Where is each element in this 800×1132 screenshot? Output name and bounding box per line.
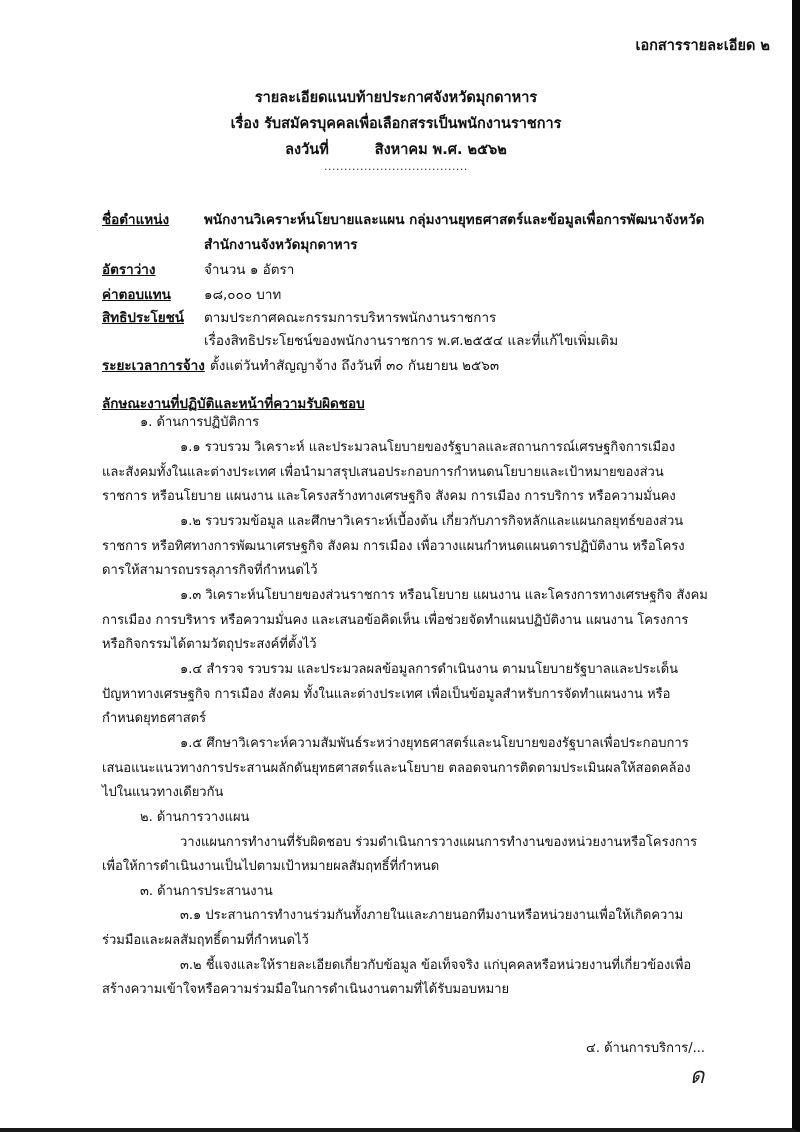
body-line: ร่วมมือและผลสัมฤทธิ์ตามที่กำหนดไว้	[102, 933, 309, 948]
body-line: ๑. ด้านการปฏิบัติการ	[140, 415, 260, 430]
field-value: ตามประกาศคณะกรรมการบริหารพนักงานราชการ	[204, 310, 497, 326]
separator-dots: ....................................	[324, 160, 468, 173]
body-line: ๑.๓ วิเคราะห์นโยบายของส่วนราชการ หรือนโยบาย แผนงาน และโครงการทางเศรษฐกิจ สังคม	[180, 588, 708, 603]
body-line: ๓.๒ ชี้แจงและให้รายละเอียดเกี่ยวกับข้อมูล ข้อเท็จจริง แก่บุคคลหรือหน่วยงานที่เกี่ยวข้องเพื่อ	[180, 958, 692, 973]
field-value: พนักงานวิเคราะห์นโยบายและแผน กลุ่มงานยุทธศาสตร์และข้อมูลเพื่อการพัฒนาจังหวัด	[204, 212, 705, 228]
field-label: สิทธิประโยชน์	[102, 310, 185, 326]
body-line: ๓.๑ ประสานการทำงานร่วมกันทั้งภายในและภายนอกทีมงานหรือหน่วยงานเพื่อให้เกิดความ	[180, 908, 684, 923]
field-label: ค่าตอบแทน	[102, 287, 171, 303]
body-line: ๓. ด้านการประสานงาน	[140, 884, 273, 899]
document-label: เอกสารรายละเอียด ๒	[635, 38, 770, 54]
continuation-note: ๔. ด้านการบริการ/...	[586, 1041, 706, 1056]
field-label: ชื่อตำแหน่ง	[102, 212, 170, 228]
body-line: ๑.๔ สำรวจ รวบรวม และประมวลผลข้อมูลการดำเนินงาน ตามนโยบายรัฐบาลและประเด็น	[180, 662, 679, 677]
field-value: ๑๘,๐๐๐ บาท	[204, 287, 282, 303]
body-line: หรือกิจกรรมได้ตามวัตถุประสงค์ที่ตั้งไว้	[102, 637, 317, 652]
body-line: การเมือง การบริหาร หรือความมั่นคง และเสนอข้อคิดเห็น เพื่อช่วยจัดทำแผนปฏิบัติงาน แผนงาน โครงการ	[102, 613, 689, 628]
heading-line-3	[0, 138, 792, 161]
body-line: เพื่อให้การดำเนินงานเป็นไปตามเป้าหมายผลสัมฤทธิ์ที่กำหนด	[102, 859, 440, 874]
body-line: วางแผนการทำงานที่รับผิดชอบ ร่วมดำเนินการวางแผนการทำงานของหน่วยงานหรือโครงการ	[180, 835, 698, 850]
date-prefix: ลงวันที่	[285, 142, 329, 158]
initials-signature: ด	[690, 1064, 705, 1089]
field-value: ตั้งแต่วันทำสัญญาจ้าง ถึงวันที่ ๓๐ กันยายน ๒๕๖๓	[210, 358, 500, 374]
body-line: ๒. ด้านการวางแผน	[140, 810, 250, 825]
body-line: ดารให้สามารถบรรลุภารกิจที่กำหนดไว้	[102, 563, 318, 578]
field-value: จำนวน ๑ อัตรา	[204, 262, 295, 278]
heading-line-2: เรื่อง รับสมัครบุคคลเพื่อเลือกสรรเป็นพนักงานราชการ	[230, 116, 562, 132]
field-value: เรื่องสิทธิประโยชน์ของพนักงานราชการ พ.ศ.๒๕๕๔ และที่แก้ไขเพิ่มเติม	[204, 333, 619, 349]
field-label: อัตราว่าง	[102, 262, 156, 278]
body-line: ๑.๑ รวบรวม วิเคราะห์ และประมวลนโยบายของรัฐบาลและสถานการณ์เศรษฐกิจการเมือง	[180, 440, 676, 455]
body-line: ราชการ หรือนโยบาย แผนงาน และโครงสร้างทางเศรษฐกิจ สังคม การเมือง การบริการ หรือความมั่นคง	[102, 489, 676, 504]
body-line: ๑.๕ ศึกษาวิเคราะห์ความสัมพันธ์ระหว่างยุทธศาสตร์และนโยบายของรัฐบาลเพื่อประกอบการ	[180, 736, 689, 751]
body-line: ราชการ หรือทิศทางการพัฒนาเศรษฐกิจ สังคม การเมือง เพื่อวางแผนกำหนดแผนดารปฏิบัติงาน หรือโครง	[102, 539, 685, 554]
body-line: ไปในแนวทางเดียวกัน	[102, 785, 224, 800]
body-line: เสนอแนะแนวทางการประสานผลักดันยุทธศาสตร์และนโยบาย ตลอดจนการติดตามประเมินผลให้สอดคล้อง	[102, 761, 691, 776]
body-line: ๑.๒ รวบรวมข้อมูล และศึกษาวิเคราะห์เบื้องต้น เกี่ยวกับภารกิจหลักและแผนกลยุทธ์ของส่วน	[180, 514, 684, 529]
section-title: ลักษณะงานที่ปฏิบัติและหน้าที่ความรับผิดชอบ	[102, 396, 365, 412]
body-line: ปัญหาทางเศรษฐกิจ การเมือง สังคม ทั้งในและต่างประเทศ เพื่อเป็นข้อมูลสำหรับการจัดทำแผนงาน หรือ	[102, 687, 671, 702]
body-line: และสังคมทั้งในและต่างประเทศ เพื่อนำมาสรุปเสนอประกอบการกำหนดนโยบายและเป้าหมายของส่วน	[102, 465, 664, 480]
field-label: ระยะเวลาการจ้าง	[102, 358, 205, 374]
date-suffix: สิงหาคม พ.ศ. ๒๕๖๒	[374, 142, 507, 158]
body-line: กำหนดยุทธศาสตร์	[102, 711, 207, 726]
body-line: สร้างความเข้าใจหรือความร่วมมือในการดำเนินงานตามที่ได้รับมอบหมาย	[102, 982, 510, 997]
heading-line-1: รายละเอียดแนบท้ายประกาศจังหวัดมุกดาหาร	[254, 90, 538, 106]
field-value: สำนักงานจังหวัดมุกดาหาร	[204, 237, 358, 253]
